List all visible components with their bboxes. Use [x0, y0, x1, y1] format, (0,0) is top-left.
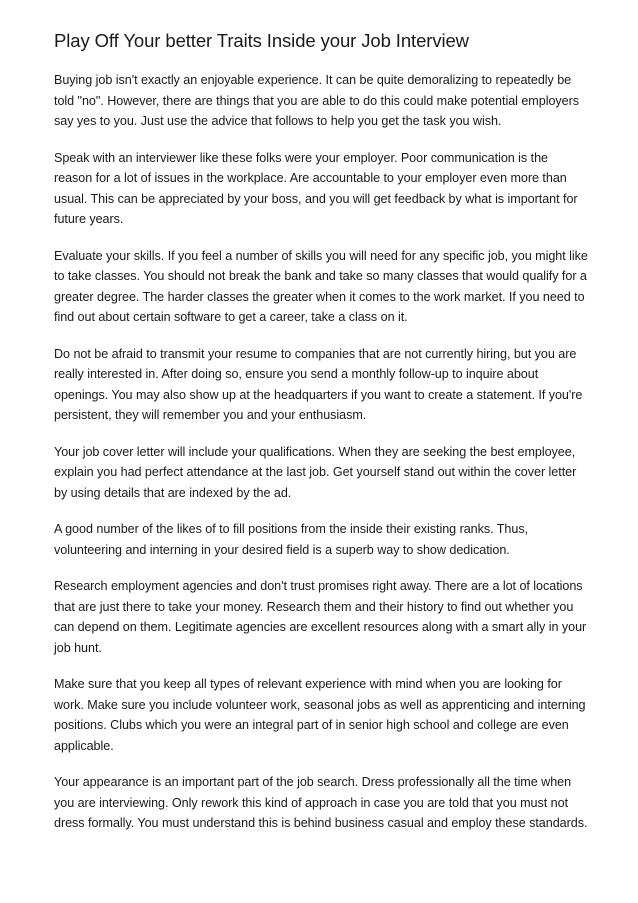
paragraph-3: Evaluate your skills. If you feel a number of skills you will need for any specific job, you might like to take classes. You should not break the bank and take so many classes that would qualify for a greater degree. The harder classes the greater when it comes to the work market. If you need to find out about certain software to get a career, take a class on it. [54, 248, 588, 324]
paragraph-5: Your job cover letter will include your qualifications. When they are seeking the best employee, explain you had perfect attendance at the last job. Get yourself stand out within the cover letter by using details that are indexed by the ad. [54, 444, 577, 500]
paragraph-4: Do not be afraid to transmit your resume to companies that are not currently hiring, but you are really interested in. After doing so, ensure you send a monthly follow-up to inquire about openings. You may also show up at the headquarters if you want to create a statement. If you're persistent, they will remember you and your enthusiasm. [54, 346, 583, 422]
document-title: Play Off Your better Traits Inside your Job Interview [54, 30, 469, 51]
paragraph-7: Research employment agencies and don't trust promises right away. There are a lot of locations that are just there to take your money. Research them and their history to find out whether you can depend on them. Legitimate agencies are excellent resources along with a smart ally in your job hunt. [54, 579, 587, 655]
paragraph-9: Your appearance is an important part of the job search. Dress professionally all the time when you are interviewing. Only rework this kind of approach in case you are told that you must not dress formally. You must understand this is behind business casual and employ these standards. [54, 775, 588, 830]
paragraph-1: Buying job isn't exactly an enjoyable experience. It can be quite demoralizing to repeatedly be told "no". However, there are things that you are able to do this could make potential employers say yes to you. Just use the advice that follows to help you get the task you wish. [54, 73, 579, 128]
paragraph-6: A good number of the likes of to fill positions from the inside their existing ranks. Thus, volunteering and interning in your desired field is a superb way to show dedication. [54, 522, 529, 557]
paragraph-8: Make sure that you keep all types of relevant experience with mind when you are looking for work. Make sure you include volunteer work, seasonal jobs as well as apprenticing and interning positions. Clubs which you were an integral part of in senior high school and college are even applicable. [54, 677, 586, 753]
paragraph-2: Speak with an interviewer like these folks were your employer. Poor communication is the reason for a lot of issues in the workplace. Are accountable to your employer even more than usual. This can be appreciated by your boss, and you will get feedback by what is important for future years. [54, 150, 578, 226]
